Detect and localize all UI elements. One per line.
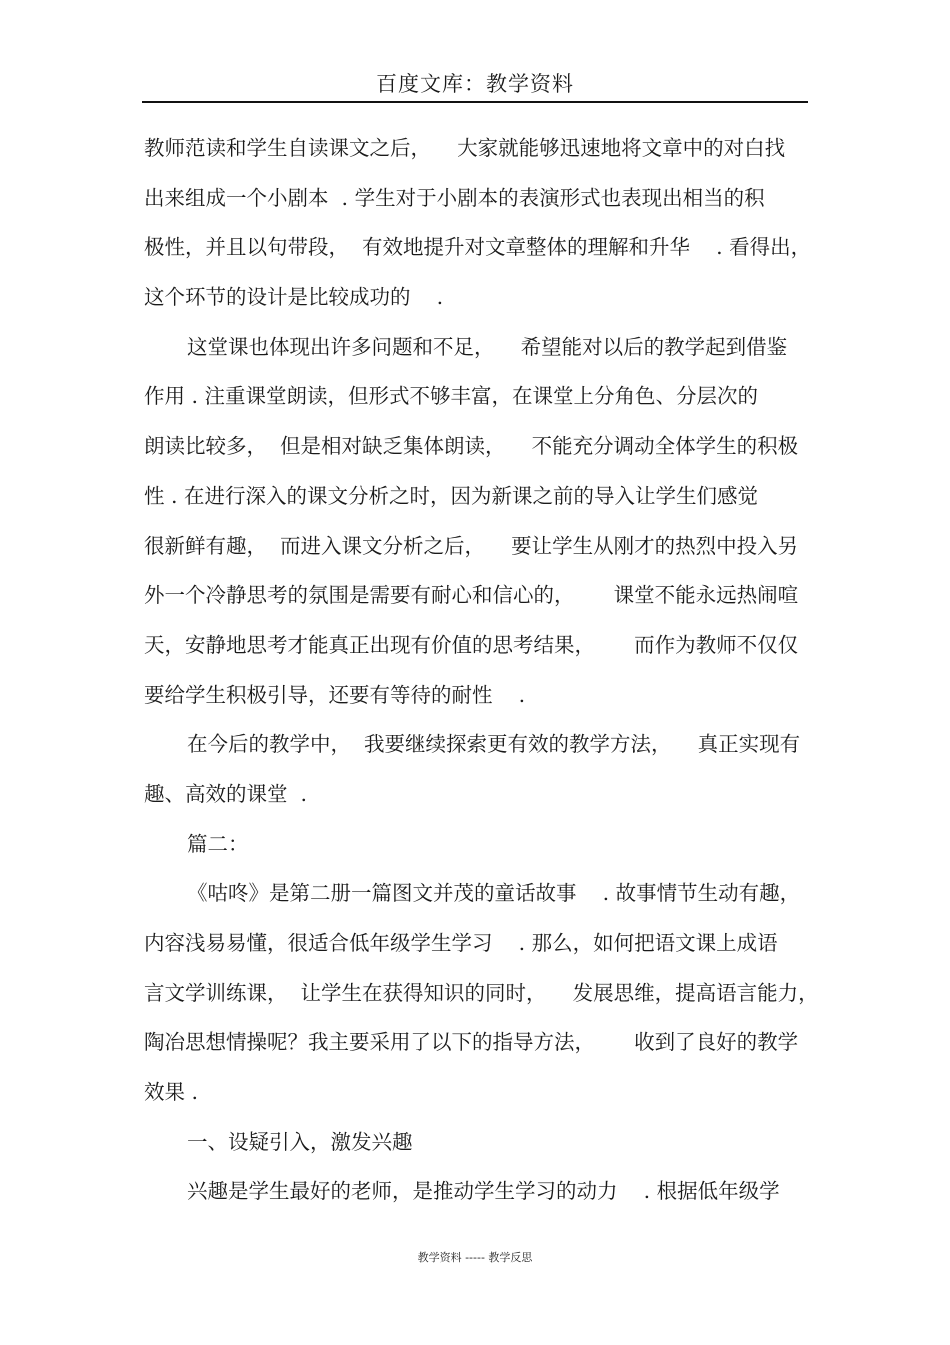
text-line: 内容浅易易懂，很适合低年级学生学习 . 那么，如何把语文课上成语 — [144, 931, 778, 955]
header-divider — [142, 101, 808, 103]
paragraph-start-line: 《咕咚》是第二册一篇图文并茂的童话故事 . 故事情节生动有趣， — [187, 881, 801, 906]
text-line: 极性，并且以句带段， 有效地提升对文章整体的理解和升华 . 看得出， — [144, 235, 812, 260]
text-line: 教师范读和学生自读课文之后， 大家就能够迅速地将文章中的对白找 — [144, 136, 786, 160]
text-line: 趣、高效的课堂 . — [144, 781, 308, 806]
page-footer: 教学资料 ----- 教学反思 — [417, 1251, 533, 1264]
text-line: 很新鲜有趣， 而进入课文分析之后， 要让学生从刚才的热烈中投入另 — [144, 533, 799, 558]
text-line: 外一个冷静思考的氛围是需要有耐心和信心的， 课堂不能永远热闹喧 — [144, 583, 799, 608]
text-line: 陶冶思想情操呢？我主要采用了以下的指导方法， 收到了良好的教学 — [144, 1030, 799, 1055]
subsection-heading: 一、设疑引入，激发兴趣 — [187, 1129, 413, 1154]
text-line: 出来组成一个小剧本 . 学生对于小剧本的表演形式也表现出相当的积 — [144, 185, 765, 210]
section-heading: 篇二： — [187, 831, 249, 856]
text-line: 效果 . — [144, 1080, 199, 1105]
text-line: 性 . 在进行深入的课文分析之时，因为新课之前的导入让学生们感觉 — [144, 483, 759, 508]
page-header: 百度文库：教学资料 — [376, 72, 574, 96]
paragraph-start-line: 在今后的教学中， 我要继续探索更有效的教学方法， 真正实现有 — [187, 732, 801, 757]
text-line: 这个环节的设计是比较成功的 . — [144, 285, 444, 310]
text-line: 作用 . 注重课堂朗读，但形式不够丰富，在课堂上分角色、分层次的 — [144, 384, 759, 409]
text-line: 要给学生积极引导，还要有等待的耐性 . — [144, 682, 526, 707]
paragraph-start-line: 兴趣是学生最好的老师，是推动学生学习的动力 . 根据低年级学 — [187, 1179, 780, 1204]
paragraph-start-line: 这堂课也体现出许多问题和不足， 希望能对以后的教学起到借鉴 — [187, 334, 788, 359]
text-line: 朗读比较多， 但是相对缺乏集体朗读， 不能充分调动全体学生的积极 — [144, 434, 799, 459]
document-body — [144, 124, 819, 1217]
text-line: 言文学训练课， 让学生在获得知识的同时， 发展思维，提高语言能力， — [144, 980, 819, 1005]
text-line: 天，安静地思考才能真正出现有价值的思考结果， 而作为教师不仅仅 — [144, 632, 799, 657]
